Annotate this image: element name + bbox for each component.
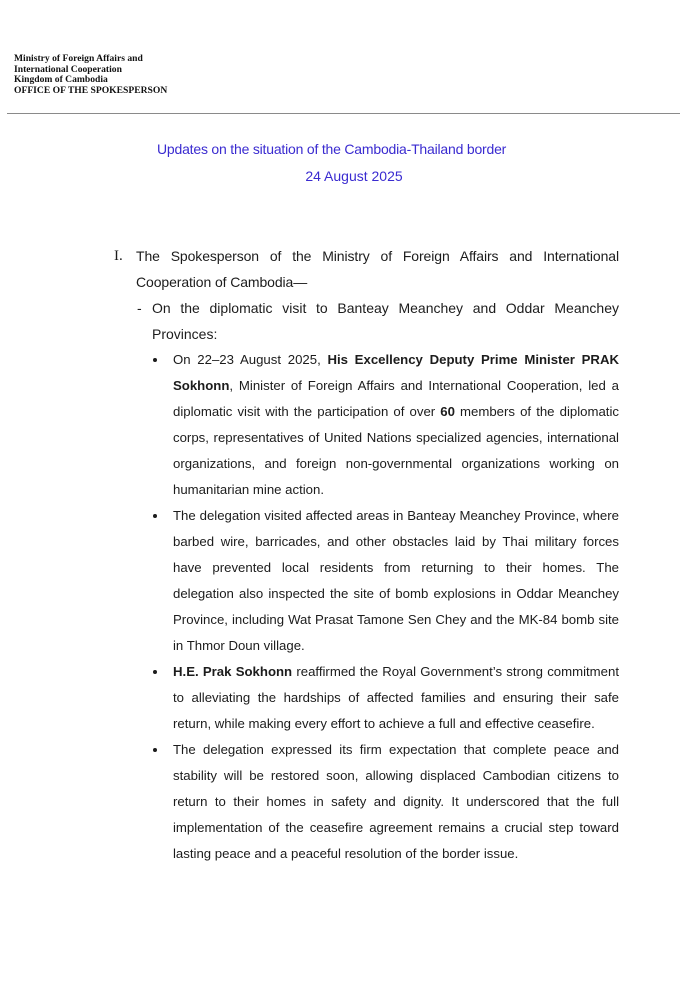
bullet-icon [153, 748, 157, 752]
letterhead-ministry: Ministry of Foreign Affairs and [14, 53, 143, 64]
list-item: The delegation visited affected areas in Banteay Meanchey Province, where barbed wire, barricades, and other obstacles laid by Thai military forces have prevented local residents from returning to their homes. The delegation also inspected the site of bomb explosions in Oddar Meanchey Province, including Wat Prasat Tamone Sen Chey and the MK-84 bomb site in Thmor Doun village. [153, 503, 619, 659]
list-item: On 22–23 August 2025, His Excellency Deputy Prime Minister PRAK Sokhonn, Minister of Foreign Affairs and International Cooperation, led a diplomatic visit with the participation of over 60 members of the diplomatic corps, representatives of United Nations specialized agencies, international organizations, and foreign non-governmental organizations working on humanitarian mine action. [153, 347, 619, 503]
list-item: H.E. Prak Sokhonn reaffirmed the Royal Government’s strong commitment to alleviating the hardships of affected families and ensuring their safe return, while making every effort to achieve a full and effective ceasefire. [153, 659, 619, 737]
highlight-member-count: 60 [440, 404, 455, 419]
subsection-heading [137, 295, 619, 347]
highlight-dpm-name: His Excellency Deputy Prime Minister PRAK Sokhonn [173, 352, 619, 393]
section-heading [114, 243, 619, 295]
section-number: I. [114, 248, 123, 264]
subsection-heading-text: On the diplomatic visit to Banteay Meanchey and Oddar Meanchey Provinces: [152, 300, 619, 342]
bullet-list [153, 347, 619, 867]
list-item: The delegation expressed its firm expectation that complete peace and stability will be restored soon, allowing displaced Cambodian citizens to return to their homes in safety and dignity. It underscored that the full implementation of the ceasefire agreement remains a crucial step toward lasting peace and a peaceful resolution of the border issue. [153, 737, 619, 867]
bullet-icon [153, 514, 157, 518]
document-date: 24 August 2025 [305, 168, 403, 184]
document-title: Updates on the situation of the Cambodia-Thailand border [157, 141, 507, 157]
header-divider [7, 113, 680, 114]
subsection-dash: - [137, 300, 142, 316]
bullet-icon [153, 358, 157, 362]
letterhead-kingdom: Kingdom of Cambodia [14, 74, 108, 85]
letterhead-cooperation: International Cooperation [14, 63, 122, 75]
letterhead-office: OFFICE OF THE SPOKESPERSON [14, 84, 168, 96]
section-heading-text: The Spokesperson of the Ministry of Foreign Affairs and International Cooperation of Cambodia— [136, 248, 619, 290]
bullet-icon [153, 670, 157, 674]
highlight-he-name: H.E. Prak Sokhonn [173, 664, 293, 679]
letterhead [14, 54, 167, 96]
